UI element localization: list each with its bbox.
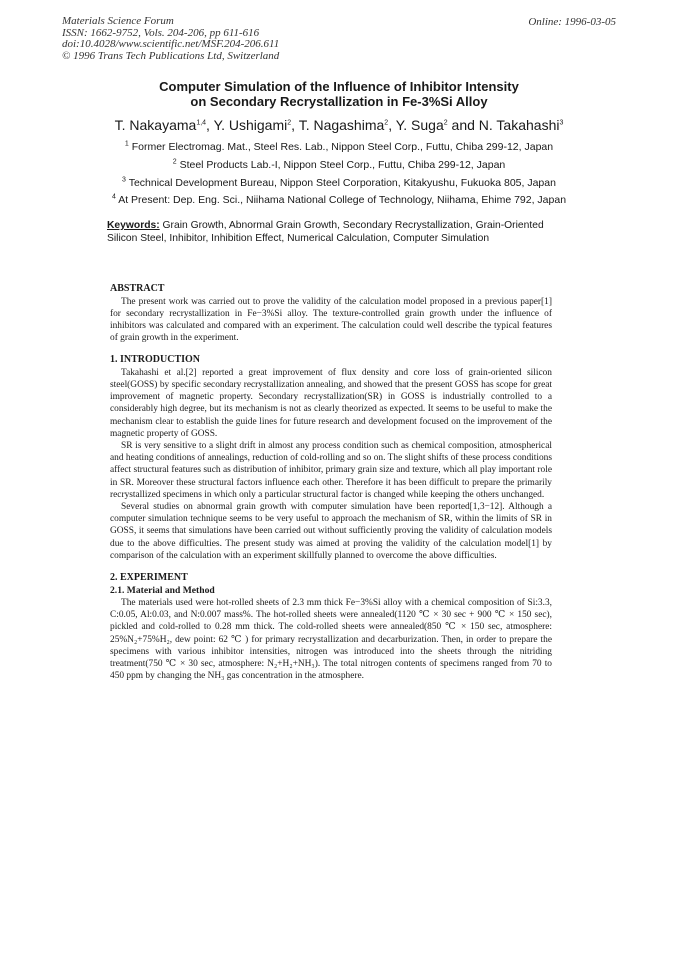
author: T. Nagashima$^2$,	[298, 117, 396, 133]
paper-title	[60, 79, 618, 109]
author: Y. Suga$^2$ and	[395, 117, 479, 133]
paragraph: SR is very sensitive to a slight drift in almost any process condition such as chemical composition, atmospherical and heating conditions of annealings, reduction of cold-rolling and so on. The slight shifts of these process conditions affect structural features such as distribution of inhibitor, primary grain size and texture, which all play important role in SR. Moreover these structural factors influence each other. Therefore it has been difficult to prepare the primarily recrystallized specimens in which only a particular structural factor is changed while keeping the others unchanged.	[110, 441, 552, 500]
paper-body	[110, 283, 552, 682]
affiliations	[60, 139, 618, 210]
journal-doi[interactable]: doi:10.4028/www.scientific.net/MSF.204-206.611	[62, 38, 280, 51]
abstract-heading: ABSTRACT	[110, 283, 165, 294]
journal-header	[62, 16, 279, 62]
introduction-heading: 1. INTRODUCTION	[110, 354, 201, 366]
online-date: Online: 1996-03-05	[528, 16, 616, 28]
journal-name: Materials Science Forum	[62, 15, 174, 27]
keywords	[107, 219, 569, 245]
journal-copyright: © 1996 Trans Tech Publications Ltd, Switzerland	[62, 49, 280, 62]
affiliation: $^2$ Steel Products Lab.-I, Nippon Steel Corp., Futtu, Chiba 299-12, Japan	[172, 158, 506, 171]
author-list	[60, 117, 618, 133]
journal-issn: ISSN: 1662-9752, Vols. 204-206, pp 611-616	[62, 26, 260, 39]
keywords-text: Grain Growth, Abnormal Grain Growth, Secondary Recrystallization, Grain-Oriented Silicon Steel, Inhibitor, Inhibition Effect, Numerical Calculation, Computer Simulation	[107, 220, 544, 244]
paragraph: The materials used were hot-rolled sheets of 2.3 mm thick Fe−3%Si alloy with a chemical composition of Si:3.3, C:0.05, Al:0.03, and N:0.007 mass%. The hot-rolled sheets were annealed(1120 ℃ × 30 sec + 900 ℃ × 150 sec), pickled and cold-rolled to 0.28 mm thick. The cold-rolled sheets were annealed(850 ℃ × 150 sec, atmosphere: 25%N₂+75%H₂, dew point: 62 ℃ ) for primary recrystallization and decarburization. Then, in order to prepare the specimens with various inhibitor intensities, nitrogen was introduced into the sheets through the nitriding treatment(750 ℃ × 30 sec, atmosphere: N₂+H₂+NH₃). The total nitrogen contents of specimens ranged from 70 to 450 ppm by changing the NH₃ gas concentration in the atmosphere.	[110, 598, 552, 682]
author: T. Nakayama$^{1,4}$,	[114, 117, 214, 133]
material-method-heading: 2.1. Material and Method	[110, 584, 215, 596]
affiliation: $^4$ At Present: Dep. Eng. Sci., Niihama National College of Technology, Niihama, Ehime 792, Japan	[111, 193, 567, 207]
affiliation: $^1$ Former Electromag. Mat., Steel Res. Lab., Nippon Steel Corp., Futtu, Chiba 299-12, Japan	[124, 140, 554, 153]
author: N. Takahashi$^3$	[478, 117, 564, 133]
paragraph: Several studies on abnormal grain growth with computer simulation have been reported[1,3−12]. Although a computer simulation technique seems to be very useful to approach the mechanism of SR, within the limits of SR in GOSS, it seems that simulations have been carried out without sufficiently proving the validity of calculation models due to the above difficulties. The present study was aimed at proving the validity of the calculation model[1] by comparison of the calculation with an experiment skillfully planned to overcome the above difficulties.	[110, 502, 552, 561]
experiment-heading: 2. EXPERIMENT	[110, 572, 188, 584]
title-line-2: on Secondary Recrystallization in Fe-3%Si Alloy	[190, 94, 488, 109]
keywords-label: Keywords:	[107, 220, 160, 231]
title-line-1: Computer Simulation of the Influence of Inhibitor Intensity	[159, 79, 519, 94]
paragraph: Takahashi et al.[2] reported a great improvement of flux density and core loss of grain-oriented silicon steel(GOSS) by specific secondary recrystallization annealing, and showed that the present GOSS has scope for great improvement of magnetic property. Secondary recrystallization(SR) in GOSS is industrially controlled to a considerably high degree, but its mechanism is not as clearly theorized as expected. It seems to be useful to make the mechanism clear to establish the guide lines for future research and development focused on the improvement of the magnetic property of GOSS.	[110, 367, 552, 439]
affiliation: $^3$ Technical Development Bureau, Nippon Steel Corporation, Kitakyushu, Fukuoka 805, Japan	[122, 176, 556, 189]
abstract-text: The present work was carried out to prove the validity of the calculation model proposed in a previous paper[1] for secondary recrystallization in Fe−3%Si alloy. The texture-controlled grain growth under the influence of inhibitors was calculated and compared with an experiment. The calculation could well describe the typical features of grain growth in the experiment.	[110, 296, 552, 344]
author: Y. Ushigami$^2$,	[213, 117, 299, 133]
